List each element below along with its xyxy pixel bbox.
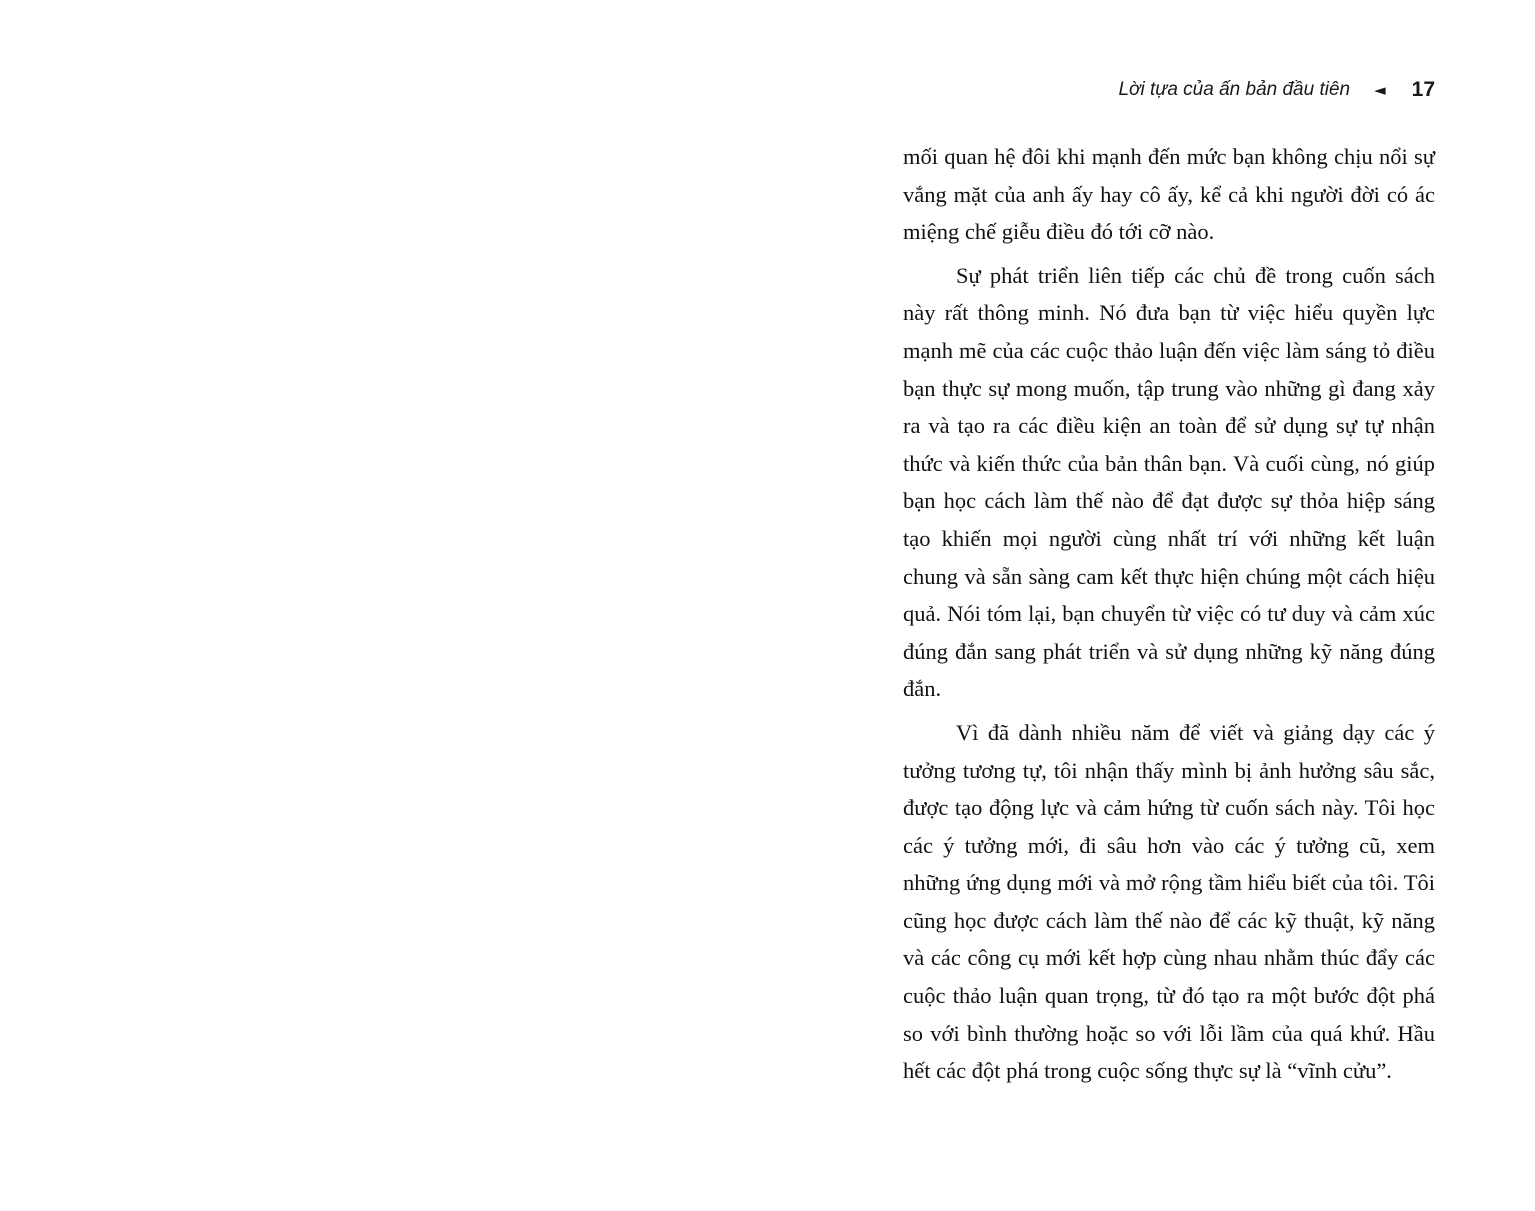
running-header — [1118, 78, 1435, 102]
paragraph: Sự phát triển liên tiếp các chủ đề trong cuốn sách này rất thông minh. Nó đưa bạn từ việc hiểu quyền lực mạnh mẽ của các cuộc thảo luận đến việc làm sáng tỏ điều bạn thực sự mong muốn, tập trung vào những gì đang xảy ra và tạo ra các điều kiện an toàn để sử dụng sự tự nhận thức và kiến thức của bản thân bạn. Và cuối cùng, nó giúp bạn học cách làm thế nào để đạt được sự thỏa hiệp sáng tạo khiến mọi người cùng nhất trí với những kết luận chung và sẵn sàng cam kết thực hiện chúng một cách hiệu quả. Nói tóm lại, bạn chuyển từ việc có tư duy và cảm xúc đúng đắn sang phát triển và sử dụng những kỹ năng đúng đắn. — [903, 262, 1435, 702]
paragraph-continued: mối quan hệ đôi khi mạnh đến mức bạn không chịu nổi sự vắng mặt của anh ấy hay cô ấy, kể cả khi người đời có ác miệng chế giễu điều đó tới cỡ nào. — [903, 144, 1435, 245]
paragraph: Vì đã dành nhiều năm để viết và giảng dạy các ý tưởng tương tự, tôi nhận thấy mình bị ảnh hưởng sâu sắc, được tạo động lực và cảm hứng từ cuốn sách này. Tôi học các ý tưởng mới, đi sâu hơn vào các ý tưởng cũ, xem những ứng dụng mới và mở rộng tầm hiểu biết của tôi. Tôi cũng học được cách làm thế nào để các kỹ thuật, kỹ năng và các công cụ mới kết hợp cùng nhau nhằm thúc đẩy các cuộc thảo luận quan trọng, từ đó tạo ra một bước đột phá so với bình thường hoặc so với lỗi lầm của quá khứ. Hầu hết các đột phá trong cuộc sống thực sự là “vĩnh cửu”. — [903, 719, 1435, 1084]
triangle-left-icon: ◄ — [1374, 81, 1386, 99]
body-text — [903, 138, 1435, 1096]
running-header-title: Lời tựa của ấn bản đầu tiên — [1118, 79, 1351, 100]
page-number: 17 — [1411, 78, 1435, 101]
